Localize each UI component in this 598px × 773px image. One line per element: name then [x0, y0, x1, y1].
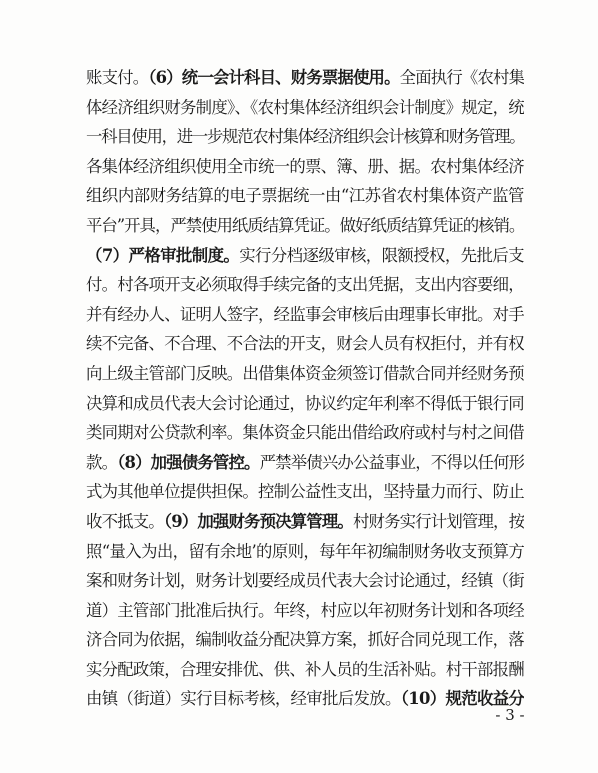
body-text-segment: 一科目使用，进一步规范农村集体经济组织会计核算和财务管理。	[86, 127, 524, 147]
body-text-segment: 由镇（街道）实行目标考核，经审批后发放。	[86, 689, 401, 709]
body-text-segment: 组织内部财务结算的电子票据统一由“江苏省农村集体资产监管	[86, 186, 524, 206]
body-text-segment: 决算和成员代表大会讨论通过，协议约定年利率不得低于银行同	[86, 393, 524, 413]
body-text-segment: 全面执行《农村集	[399, 68, 524, 87]
text-line	[86, 329, 524, 359]
text-line	[86, 181, 524, 211]
text-line	[86, 507, 524, 537]
text-line	[86, 359, 524, 389]
text-line	[86, 625, 524, 655]
body-text-segment: 案和财务计划，财务计划要经成员代表大会讨论通过，经镇（街	[86, 571, 524, 591]
text-line	[86, 596, 524, 626]
body-text-segment: 实行分档逐级审核，限额授权，先批后支	[239, 245, 524, 265]
body-text-segment: 款。	[86, 452, 118, 472]
text-line	[86, 448, 524, 478]
text-line	[86, 389, 524, 419]
body-text-segment: 严禁举债兴办公益事业，不得以任何形	[259, 452, 524, 472]
body-text-segment: 村财务实行计划管理，按	[352, 511, 524, 531]
text-line	[86, 684, 524, 714]
body-text-segment: 向上级主管部门反映。出借集体资金须签订借款合同并经财务预	[86, 363, 524, 383]
body-text-segment: 式为其他单位提供担保。控制公益性支出，坚持量力而行、防止	[86, 482, 524, 502]
text-line	[86, 211, 524, 241]
body-text-segment: 实分配政策，合理安排优、供、补人员的生活补贴。村干部报酬	[86, 659, 524, 679]
body-text-segment: 类同期对公贷款利率。集体资金只能出借给政府或村与村之间借	[86, 423, 524, 443]
text-line	[86, 270, 524, 300]
text-line	[86, 537, 524, 567]
text-line	[86, 152, 524, 182]
body-text-segment: 收不抵支。	[86, 511, 164, 531]
body-text-segment: 并有经办人、证明人签字，经监事会审核后由理事长审批。对手	[86, 304, 524, 324]
text-line	[86, 63, 524, 93]
body-text-segment: 各集体经济组织使用全市统一的票、簿、册、据。农村集体经济	[86, 156, 524, 176]
text-line	[86, 122, 524, 152]
text-line	[86, 655, 524, 685]
body-text-segment: 道）主管部门批准后执行。年终，村应以年初财务计划和各项经	[86, 600, 524, 620]
bold-heading-text: （10）规范收益分	[400, 689, 524, 709]
text-line	[86, 93, 524, 123]
bold-heading-text: （7）严格审批制度。	[86, 245, 240, 265]
text-line	[86, 241, 524, 271]
body-text-segment: 体经济组织财务制度》、《农村集体经济组织会计制度》规定，统	[86, 97, 524, 117]
text-line	[86, 566, 524, 596]
body-text-segment: 照“量入为出，留有余地’的原则，每年年初编制财务收支预算方	[86, 541, 524, 561]
text-line	[86, 477, 524, 507]
body-text-segment: 平台”开具，严禁使用纸质结算凭证。做好纸质结算凭证的核销。	[86, 215, 524, 235]
body-text-segment: 续不完备、不合理、不合法的开支，财会人员有权拒付，并有权	[86, 334, 524, 354]
body-text	[86, 63, 524, 714]
bold-heading-text: （6）统一会计科目、财务票据使用。	[148, 68, 400, 87]
text-line	[86, 300, 524, 330]
body-text-segment: 济合同为依据，编制收益分配决算方案，抓好合同兑现工作，落	[86, 630, 524, 650]
bold-heading-text: （8）加强债务管控。	[117, 452, 260, 472]
page-number: - 3 -	[495, 706, 525, 724]
body-text-segment: 账支付。	[86, 68, 149, 87]
text-line	[86, 418, 524, 448]
body-text-segment: 付。村各项开支必须取得手续完备的支出凭据，支出内容要细，	[86, 275, 524, 295]
bold-heading-text: （9）加强财务预决算管理。	[163, 511, 353, 531]
